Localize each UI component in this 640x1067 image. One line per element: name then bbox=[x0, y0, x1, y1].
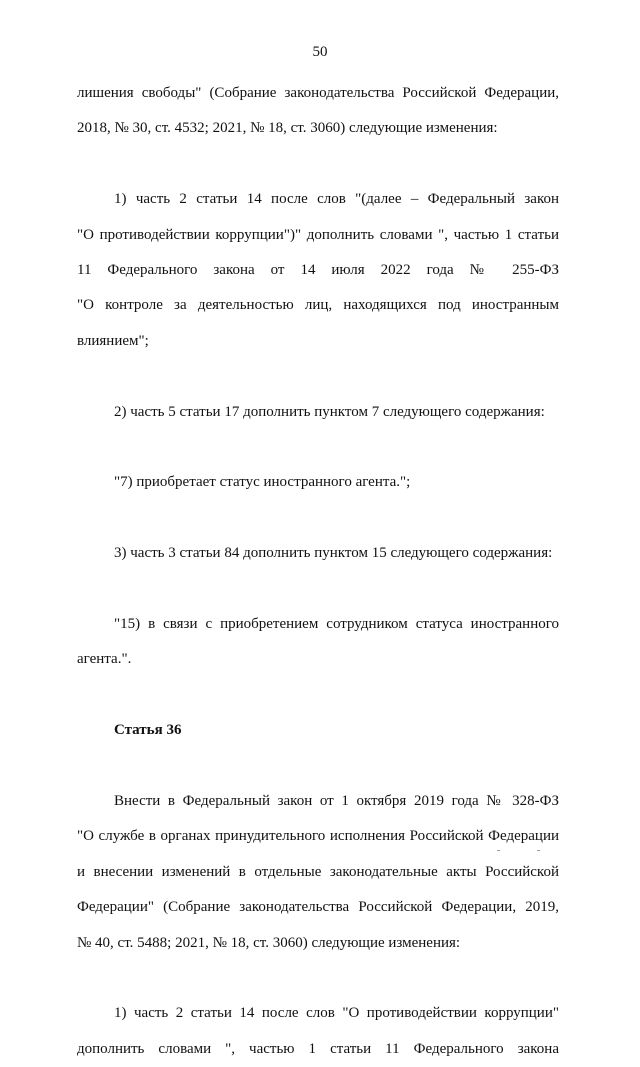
paragraph-quote-7: "7) приобретает статус иностранного агента."; bbox=[114, 474, 411, 491]
text-line: и внесении изменений в отдельные законодательные акты Российской bbox=[77, 863, 559, 880]
text-line: № 40, ст. 5488; 2021, № 18, ст. 3060) следующие изменения: bbox=[77, 934, 461, 951]
text-line: лишения свободы" (Собрание законодательства Российской Федерации, bbox=[77, 85, 559, 101]
paragraph-gap bbox=[77, 678, 559, 713]
text-line: агента.". bbox=[77, 651, 132, 668]
paragraph-gap bbox=[77, 501, 559, 536]
text-line: "О контроле за деятельностью лиц, находящихся под иностранным bbox=[77, 297, 559, 314]
paragraph-item-1-article-36 bbox=[77, 996, 559, 1067]
text-line: влиянием"; bbox=[77, 332, 149, 349]
article-heading: Статья 36 bbox=[114, 722, 182, 739]
scan-artifact bbox=[537, 850, 540, 851]
text-line: Федерации" (Собрание законодательства Российской Федерации, 2019, bbox=[77, 899, 559, 916]
page-number: 50 bbox=[312, 44, 328, 60]
paragraph-item-2: 2) часть 5 статьи 17 дополнить пунктом 7 следующего содержания: bbox=[114, 403, 545, 420]
text-line: 1) часть 2 статьи 14 после слов "(далее – Федеральный закон bbox=[114, 191, 559, 208]
paragraph-gap bbox=[77, 147, 559, 182]
text-line: Внести в Федеральный закон от 1 октября 2019 года № 328-ФЗ bbox=[114, 793, 559, 810]
paragraph-gap bbox=[77, 359, 559, 394]
paragraph-quote-15 bbox=[77, 607, 559, 678]
paragraph-gap bbox=[77, 961, 559, 996]
paragraph-gap bbox=[77, 572, 559, 607]
paragraph-item-3: 3) часть 3 статьи 84 дополнить пунктом 15 следующего содержания: bbox=[114, 545, 553, 562]
text-line: "О службе в органах принудительного исполнения Российской Федерации bbox=[77, 828, 559, 845]
text-line: дополнить словами ", частью 1 статьи 11 Федерального закона bbox=[77, 1040, 559, 1057]
text-line: 1) часть 2 статьи 14 после слов "О противодействии коррупции" bbox=[114, 1005, 559, 1022]
paragraph-continuation bbox=[77, 76, 559, 147]
paragraph-item-1 bbox=[77, 182, 559, 359]
text-line: "15) в связи с приобретением сотрудником статуса иностранного bbox=[114, 616, 559, 633]
scan-artifact bbox=[497, 850, 500, 851]
paragraph-gap bbox=[77, 749, 559, 784]
paragraph-article-intro bbox=[77, 784, 559, 961]
text-line: 11 Федерального закона от 14 июля 2022 года № 255-ФЗ bbox=[77, 262, 559, 279]
text-line: "О противодействии коррупции")" дополнить словами ", частью 1 статьи bbox=[77, 226, 559, 243]
text-line: 2018, № 30, ст. 4532; 2021, № 18, ст. 3060) следующие изменения: bbox=[77, 120, 498, 137]
document-body bbox=[77, 76, 559, 1067]
paragraph-gap bbox=[77, 430, 559, 465]
